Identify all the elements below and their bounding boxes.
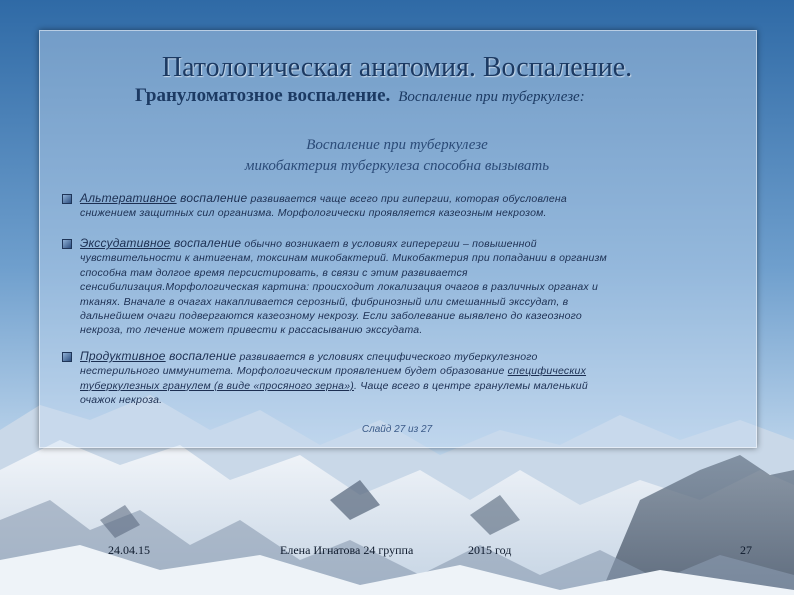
intro-line-2: микобактерия туберкулеза способна вызывать <box>244 158 550 174</box>
slide-subtitle <box>135 85 585 107</box>
bullet-lead: Продуктивное <box>80 349 166 363</box>
bullet-text: развивается в условиях специфического туберкулезного <box>236 351 538 363</box>
bullet-line: чувствительности к антигенам, токсинам микобактерий. Микобактерия при попадании в организм <box>80 252 607 265</box>
bullet-alterative <box>80 191 690 221</box>
granuloma-link-text: специфических <box>507 365 587 378</box>
slide-title: Патологическая анатомия. Воспаление. <box>161 52 633 83</box>
bullet-marker <box>62 352 72 362</box>
bullet-lead: Экссудативное <box>80 236 171 250</box>
bullet-line: способна там долгое время персистировать, в связи с этим развивается <box>80 266 468 279</box>
footer-year: 2015 год <box>468 543 512 557</box>
bullet-line <box>80 191 690 206</box>
granuloma-link-text: туберкулезных гранулем (в виде «просяного зерна») <box>80 379 354 392</box>
subtitle-main: Грануломатозное воспаление. <box>135 85 391 106</box>
footer-date: 24.04.15 <box>108 543 150 557</box>
bullet-line <box>80 236 690 251</box>
bullet-line: снижением защитных сил организма. Морфологически проявляется казеозным некрозом. <box>80 207 547 220</box>
bullet-line <box>80 379 690 393</box>
bullet-text: развивается чаще всего при гипергии, которая обусловлена <box>247 193 567 205</box>
footer-page-number: 27 <box>740 543 752 557</box>
bullet-line <box>80 349 690 364</box>
bullet-lead-rest: воспаление <box>165 349 237 363</box>
bullet-line: тканях. Вначале в очагах накапливается серозный, фибринозный или смешанный экссудат, в <box>80 295 569 308</box>
bullet-exudative <box>80 236 690 338</box>
subtitle-italic: Воспаление при туберкулезе: <box>398 89 585 105</box>
bullet-line: дальнейшем очаги подвергаются казеозному некрозу. Если заболевание выявлено до казеозного <box>80 310 582 323</box>
bullet-productive <box>80 349 690 408</box>
bullet-line: сенсибилизация.Морфологическая картина: происходит локализация очагов в различных органах и <box>80 281 599 294</box>
bullet-marker <box>62 239 72 249</box>
footer-author: Елена Игнатова 24 группа <box>280 543 414 557</box>
bullet-lead-rest: воспаление <box>170 236 242 250</box>
bullet-text: . Чаще всего в центре гранулемы маленький <box>353 379 588 392</box>
bullet-marker <box>62 194 72 204</box>
bullet-line: некроза, то лечение может привести к рассасыванию экссудата. <box>80 324 423 337</box>
bullet-text: нестерильного иммунитета. Морфологическим проявлением будет образование <box>80 365 508 378</box>
bullet-line: очажок некроза. <box>80 394 163 407</box>
bullet-lead: Альтеративное <box>80 191 177 205</box>
slide-counter: Слайд 27 из 27 <box>361 424 433 435</box>
bullet-text: обычно возникает в условиях гиперергии – повышенной <box>241 238 537 250</box>
intro-line-1: Воспаление при туберкулезе <box>306 137 488 153</box>
bullet-line <box>80 364 690 378</box>
bullet-lead-rest: воспаление <box>176 191 248 205</box>
